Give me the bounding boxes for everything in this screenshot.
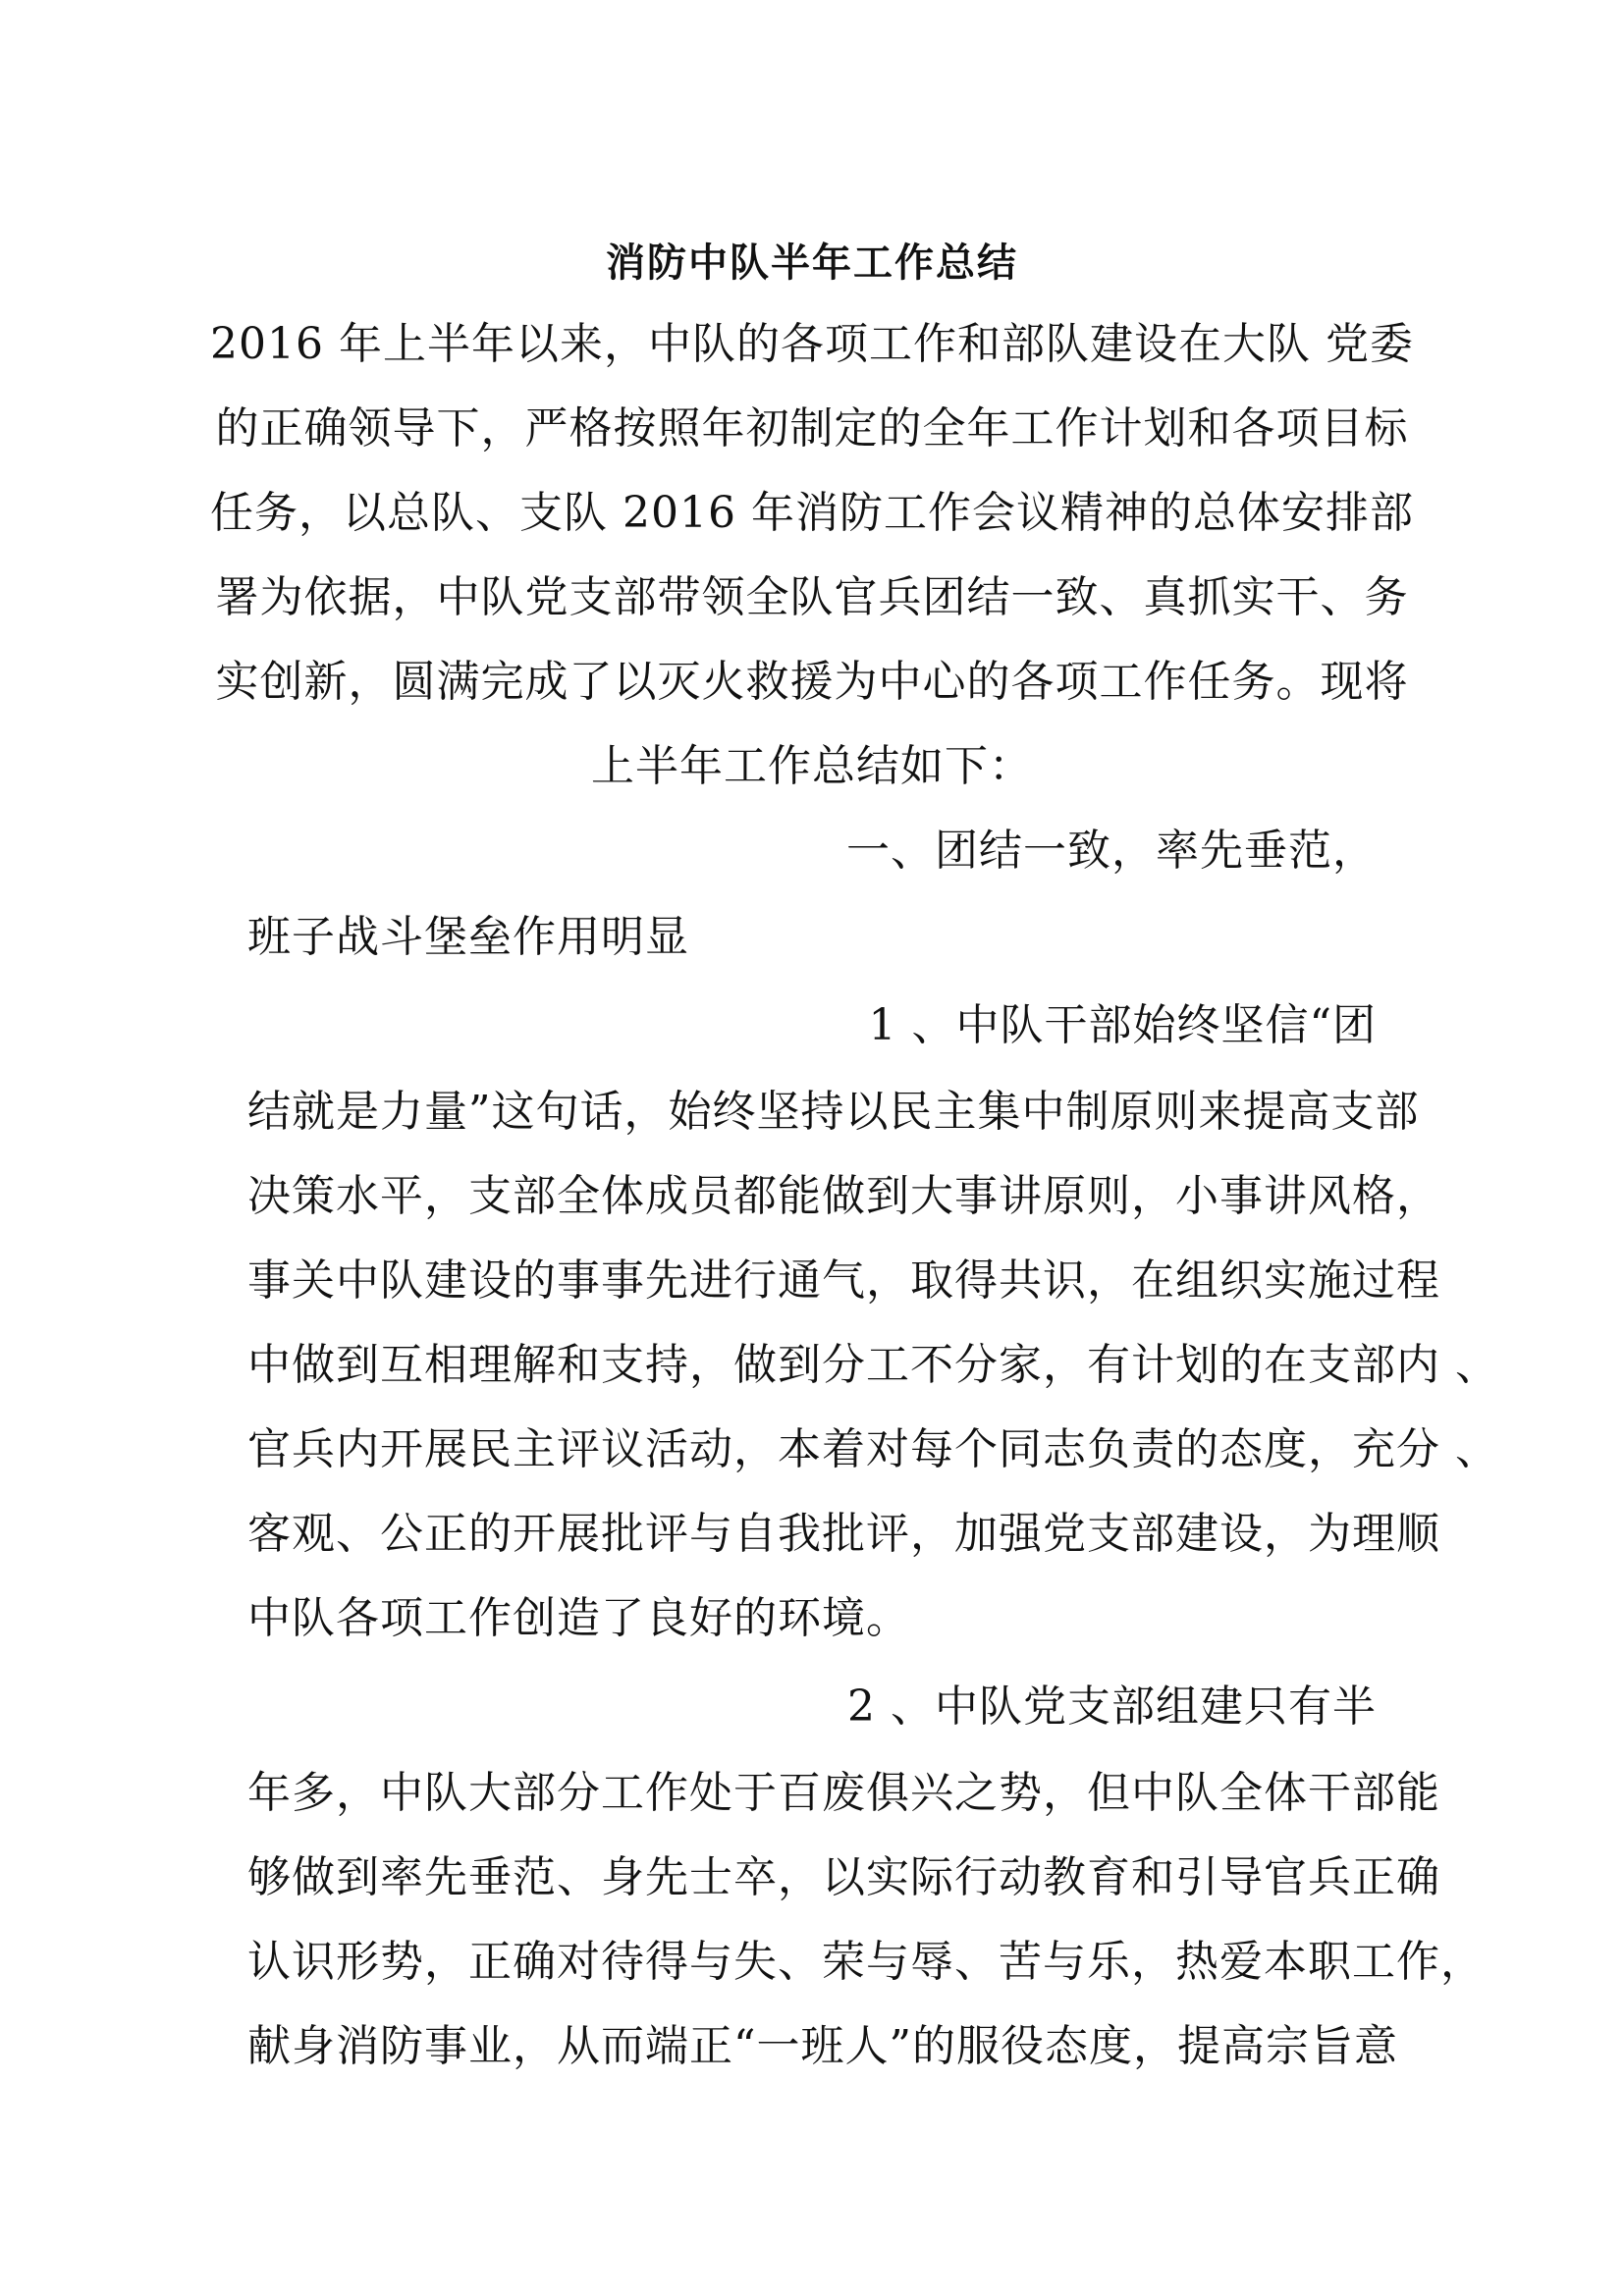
intro-line: 实创新，圆满完成了以灭火救援为中心的各项工作任务。现将 [215,657,1409,707]
intro-line: 2016 年上半年以来，中队的各项工作和部队建设在大队 党委 [210,319,1414,369]
point1-line: 客观、公正的开展批评与自我批评，加强党支部建设，为理顺 [247,1509,1440,1559]
section1-heading-cont: 班子战斗堡垒作用明显 [247,912,689,962]
point2-line: 献身消防事业，从而端正“一班人”的服役态度，提高宗旨意 [247,2021,1398,2071]
intro-line: 任务，以总队、支队 2016 年消防工作会议精神的总体安排部 [210,488,1414,538]
intro-line: 上半年工作总结如下： [591,741,1033,791]
point2-line: 认识形势，正确对待得与失、荣与辱、苦与乐，热爱本职工作， [247,1937,1485,1987]
point2-line: 年多，中队大部分工作处于百废俱兴之势，但中队全体干部能 [247,1768,1440,1818]
point1-line: 官兵内开展民主评议活动，本着对每个同志负责的态度，充分 、 [247,1424,1499,1474]
point1-line: 结就是力量”这句话，始终坚持以民主集中制原则来提高支部 [247,1087,1420,1137]
point2-lead: 2 、中队党支部组建只有半 [847,1682,1377,1732]
point2-line: 够做到率先垂范、身先士卒，以实际行动教育和引导官兵正确 [247,1852,1440,1902]
document-title: 消防中队半年工作总结 [606,240,1018,286]
section1-heading: 一、团结一致，率先垂范， [846,826,1377,876]
intro-line: 署为依据，中队党支部带领全队官兵团结一致、真抓实干、务 [215,572,1409,622]
point1-line: 中队各项工作创造了良好的环境。 [247,1593,910,1643]
point1-line: 中做到互相理解和支持，做到分工不分家，有计划的在支部内 、 [247,1340,1499,1390]
point1-lead: 1 、中队干部始终坚信“团 [868,1000,1377,1050]
point1-line: 事关中队建设的事事先进行通气，取得共识，在组织实施过程 [247,1255,1440,1306]
intro-line: 的正确领导下，严格按照年初制定的全年工作计划和各项目标 [215,403,1409,454]
point1-line: 决策水平，支部全体成员都能做到大事讲原则，小事讲风格， [247,1171,1440,1221]
